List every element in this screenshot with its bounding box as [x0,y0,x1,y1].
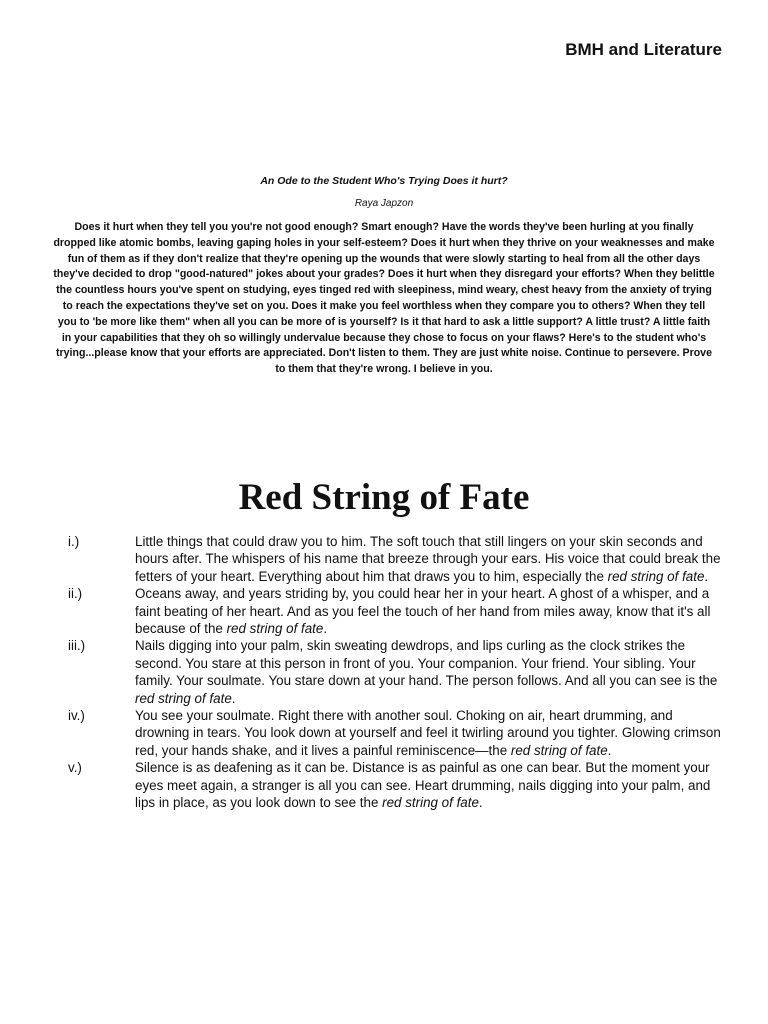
stanza-italic-phrase: red string of fate [382,795,479,811]
stanza-text: Little things that could draw you to him. The soft touch that still lingers on your skin seconds and hours after. The whispers of his name that breeze through your ears. His voice that could break the fetters of your heart. Everything about him that draws you to him, especially the red string of fate. [135,534,721,584]
stanza-italic-phrase: red string of fate [607,568,705,584]
stanza-text: Oceans away, and years striding by, you could hear her in your heart. A ghost of a whisper, and a faint beating of her heart. And as you feel the touch of her hand from miles away, know that it's all because of the red string of fate. [135,586,711,637]
stanza-2 [68,585,728,637]
stanza-number: ii.) [68,586,83,602]
stanza-number: i.) [68,534,80,549]
stanza-italic-phrase: red string of fate [510,742,608,758]
poem-title: Red String of Fate [238,477,530,518]
stanza-italic-phrase: red string of fate [226,621,324,637]
stanza-3 [68,637,728,707]
stanza-text: Silence is as deafening as it can be. Distance is as painful as one can bear. But the moment your eyes meet again, a stranger is all you can see. Heart drumming, nails digging into your palm, and lips in place, as you look down to see the red string of fate. [135,760,711,811]
ode-author: Raya Japzon [354,198,414,209]
ode-body: Does it hurt when they tell you you're not good enough? Smart enough? Have the words they've been hurling at you finally dropped like atomic bombs, leaving gaping holes in your self-esteem? Does it hurt when they thrive on your weaknesses and make fun of them as if they don't realize that they're opening up the wounds that were slowly starting to heal from all the other days they've decided to drop "good-natured" jokes about your grades? Does it hurt when they disregard your efforts? When they belittle the countless hours you've spent on studying, eyes tinged red with sleepiness, mind weary, chest heavy from the anxiety of trying to reach the expectations they've set on you. Does it make you feel worthless when they compare you to others? When they tell you to 'be more like them" when all you can be more of is yourself? Is it that hard to ask a little support? A little trust? A little faith in your capabilities that they oh so willingly undervalue because they chose to focus on your flaws? Here's to the student who's trying...please know that your efforts are appreciated. Don't listen to them. They are just white noise. Continue to persevere. Prove to them that they're wrong. I believe in you. [53,221,715,376]
stanza-5 [68,759,728,811]
stanza-italic-phrase: red string of fate [135,690,232,706]
stanza-4 [68,707,728,759]
stanza-number: iii.) [68,638,86,654]
stanza-number: v.) [68,760,82,776]
stanza-number: iv.) [68,708,85,724]
poem-stanzas [68,533,728,812]
stanza-text: Nails digging into your palm, skin sweating dewdrops, and lips curling as the clock strikes the second. You stare at this person in front of you. Your companion. Your friend. Your sibling. Your family. Your soulmate. You stare down at your hand. The person follows. And all you can see is the red string of fate. [135,638,718,706]
stanza-text: You see your soulmate. Right there with another soul. Choking on air, heart drumming, and drowning in tears. You look down at yourself and feel it twirling around you tighter. Glowing crimson red, your hands shake, and it lives a painful reminiscence—the red string of fate. [135,708,721,758]
document-header: BMH and Literature [565,40,722,59]
stanza-1 [68,533,728,585]
ode-title: An Ode to the Student Who's Trying Does it hurt? [260,175,508,187]
